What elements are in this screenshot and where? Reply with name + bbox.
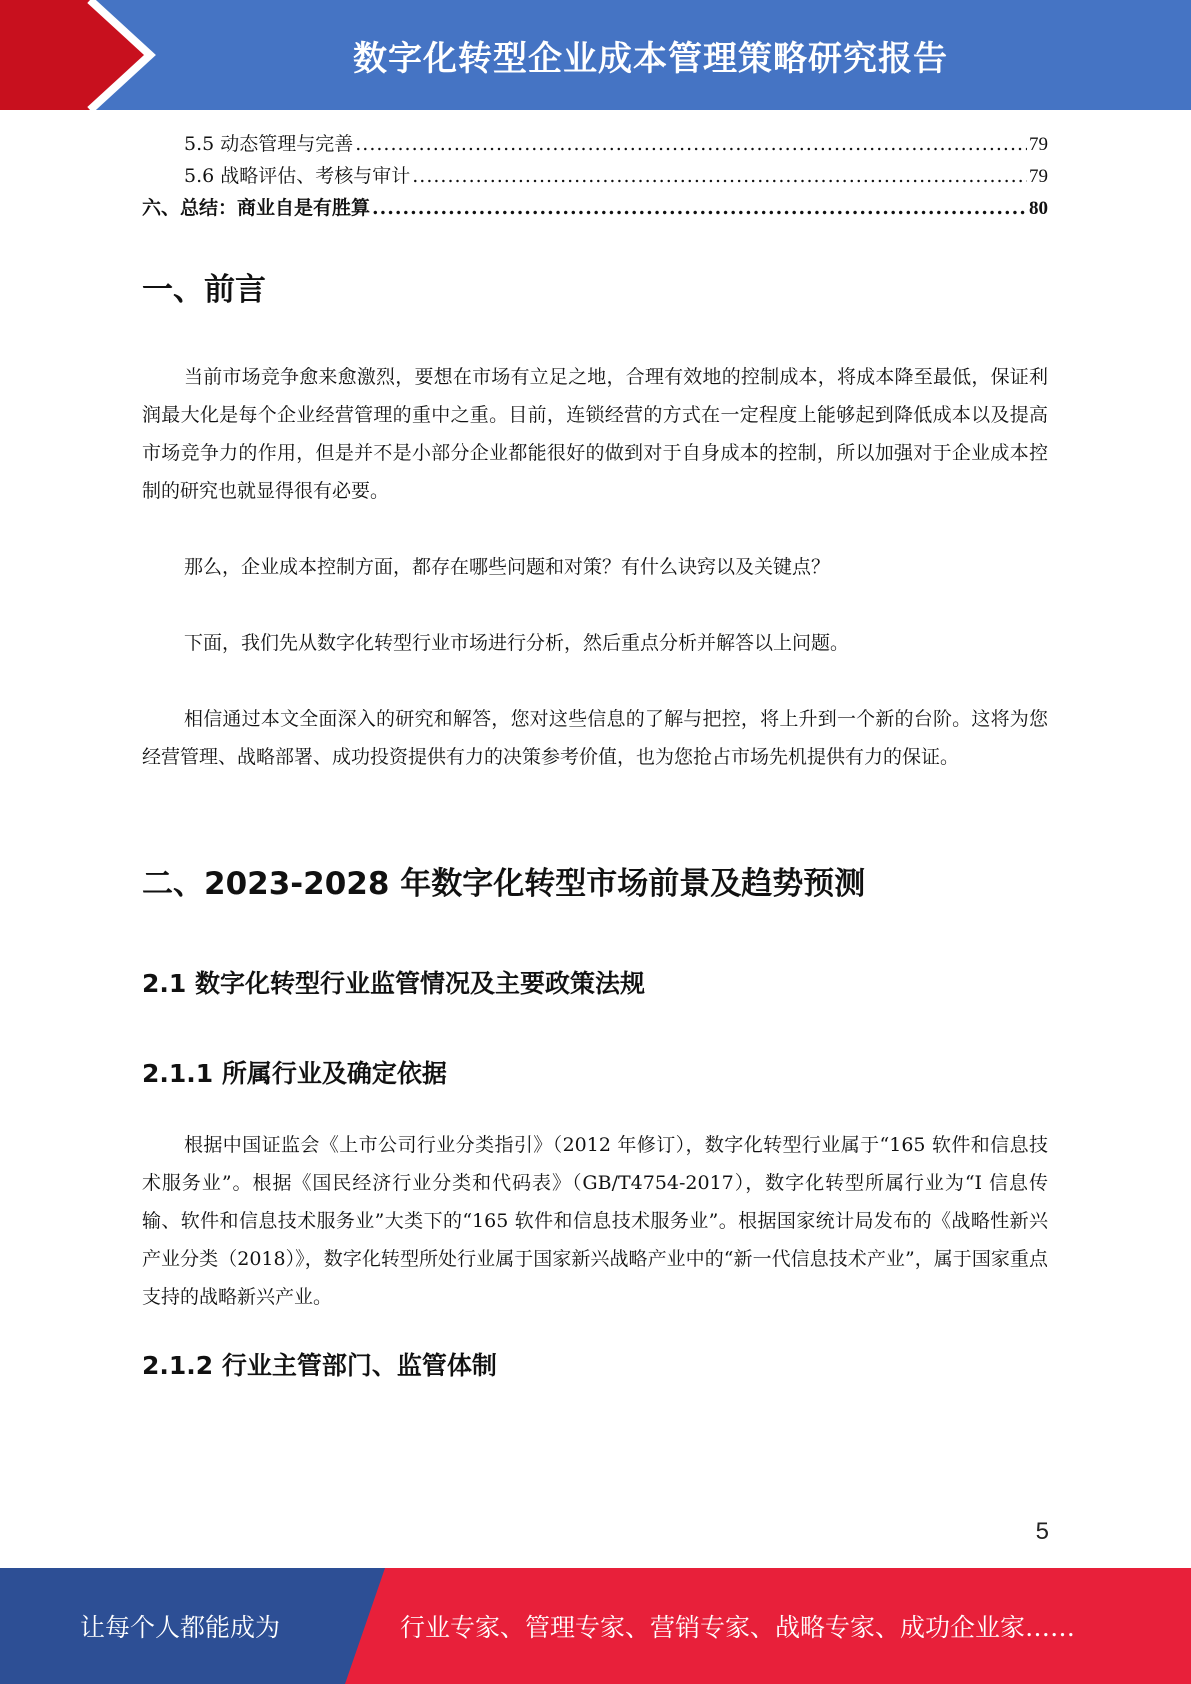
page-number: 5 <box>1035 1518 1049 1545</box>
preface-paragraph: 下面，我们先从数字化转型行业市场进行分析，然后重点分析并解答以上问题。 <box>184 632 850 654</box>
preface-paragraph: 相信通过本文全面深入的研究和解答，您对这些信息的了解与把控，将上升到一个新的台阶。这将为您经营管理、战略部署、成功投资提供有力的决策参考价值，也为您抢占市场先机提供有力的保证。 <box>142 708 1048 768</box>
toc-item-label: 5.6 战略评估、考核与审计 <box>184 165 411 187</box>
subsection-heading-2-1-2: 2.1.2 行业主管部门、监管体制 <box>142 1351 497 1380</box>
page-header <box>0 0 1191 110</box>
toc-item-page: 79 <box>1029 134 1048 155</box>
toc-item-label: 六、总结：商业自是有胜算 <box>142 197 371 219</box>
toc-item-page: 79 <box>1029 166 1048 187</box>
page-footer <box>0 1568 1191 1684</box>
toc-leader-dots <box>355 128 1027 160</box>
industry-classification-paragraph: 根据中国证监会《上市公司行业分类指引》（2012 年修订），数字化转型行业属于“165 软件和信息技术服务业”。根据《国民经济行业分类和代码表》（GB/T4754-2017），数字化转型所属行业为“I 信息传输、软件和信息技术服务业”大类下的“165 软件和信息技术服务业”。根据国家统计局发布的《战略性新兴产业分类（2018）》，数字化转型所处行业属于国家新兴战略产业中的“新一代信息技术产业”，属于国家重点支持的战略新兴产业。 <box>142 1134 1048 1308</box>
preface-paragraph: 那么，企业成本控制方面，都存在哪些问题和对策？有什么诀窍以及关键点？ <box>184 556 831 578</box>
footer-slogan-left: 让每个人都能成为 <box>79 1613 280 1642</box>
toc-item[interactable] <box>142 160 1048 192</box>
toc-item-label: 5.5 动态管理与完善 <box>184 133 354 155</box>
report-title: 数字化转型企业成本管理策略研究报告 <box>353 38 948 79</box>
toc-item-page: 80 <box>1029 198 1048 219</box>
table-of-contents <box>142 128 1048 224</box>
preface-paragraph: 当前市场竞争愈来愈激烈，要想在市场有立足之地，合理有效地的控制成本，将成本降至最低，保证利润最大化是每个企业经营管理的重中之重。目前，连锁经营的方式在一定程度上能够起到降低成本以及提高市场竞争力的作用，但是并不是小部分企业都能很好的做到对于自身成本的控制，所以加强对于企业成本控制的研究也就显得很有必要。 <box>142 366 1048 502</box>
footer-slogan-right: 行业专家、管理专家、营销专家、战略专家、成功企业家…… <box>400 1613 1076 1642</box>
subsection-heading-2-1-1: 2.1.1 所属行业及确定依据 <box>142 1059 447 1088</box>
toc-leader-dots <box>412 160 1027 192</box>
subsection-heading-2-1: 2.1 数字化转型行业监管情况及主要政策法规 <box>142 969 645 998</box>
section-heading-market-outlook: 二、2023-2028 年数字化转型市场前景及趋势预测 <box>142 866 866 902</box>
toc-item[interactable] <box>142 128 1048 160</box>
toc-leader-dots <box>372 192 1027 224</box>
toc-item[interactable] <box>142 192 1048 224</box>
section-heading-preface: 一、前言 <box>142 272 266 308</box>
